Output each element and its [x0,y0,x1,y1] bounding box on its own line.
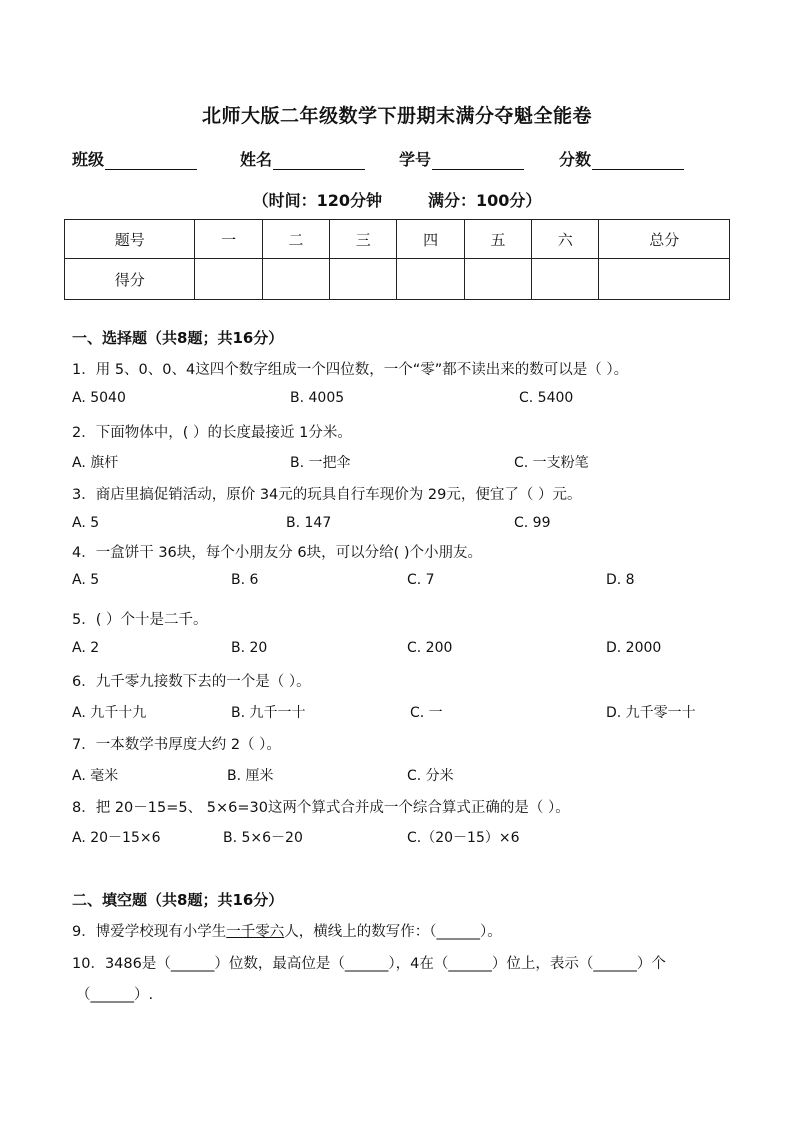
score-blank[interactable] [592,152,684,170]
options-q4 [72,572,752,592]
option-c[interactable]: C. 5400 [519,390,574,406]
header-cell: 五 [464,220,531,259]
score-cell[interactable] [599,259,730,300]
score-cell[interactable] [195,259,262,300]
name-blank[interactable] [273,152,365,170]
option-a[interactable]: A. 毫米 [72,768,119,784]
id-blank[interactable] [432,152,524,170]
class-blank[interactable] [105,152,197,170]
option-b[interactable]: B. 5×6－20 [223,830,303,846]
score-table-header-row [65,220,730,259]
score-table [64,219,730,300]
class-label: 班级 [72,150,105,169]
header-cell: 二 [262,220,329,259]
options-q6 [72,702,752,722]
options-q5 [72,640,752,660]
question-10-line-2: （______）. [76,987,154,1003]
score-cell[interactable] [464,259,531,300]
question-9 [72,920,502,941]
option-c[interactable]: C. 一 [410,705,443,721]
options-q2 [72,452,752,472]
option-c[interactable]: C. 分米 [407,768,454,784]
option-d[interactable]: D. 九千零一十 [606,705,696,721]
header-cell: 一 [195,220,262,259]
option-a[interactable]: A. 2 [72,640,100,656]
header-cell: 四 [397,220,464,259]
time-limit: （时间：120分钟 [252,191,382,210]
section-title: 一、选择题（共8题；共16分） [72,329,284,347]
header-cell: 三 [330,220,397,259]
option-b[interactable]: B. 九千一十 [231,705,306,721]
option-a[interactable]: A. 旗杆 [72,455,119,471]
row-label-cell: 得分 [65,259,195,300]
option-b[interactable]: B. 6 [231,572,259,588]
score-cell[interactable] [330,259,397,300]
question-3: 3．商店里搞促销活动，原价 34元的玩具自行车现价为 29元，便宜了（ ）元。 [72,487,582,503]
options-q3 [72,515,752,535]
option-b[interactable]: B. 一把伞 [290,455,351,471]
section-title: 二、填空题（共8题；共16分） [72,891,284,909]
question-10-line-1: 10．3486是（______）位数，最高位是（______），4在（______）位上，表示（______）个 [72,956,666,972]
option-c[interactable]: C.（20－15）×6 [407,830,520,846]
id-field [399,147,524,170]
question-4: 4．一盒饼干 36块，每个小朋友分 6块，可以分给( )个小朋友。 [72,545,483,561]
question-5: 5．( ）个十是二千。 [72,612,208,628]
q9-suffix: 人，横线上的数写作：（______）。 [284,924,502,940]
option-a[interactable]: A. 20－15×6 [72,830,161,846]
q9-underlined-number: 一千零六 [226,924,285,940]
options-q8 [72,827,752,847]
question-7: 7．一本数学书厚度大约 2（ ）。 [72,737,281,753]
option-b[interactable]: B. 20 [231,640,268,656]
score-field [559,147,684,170]
options-q1 [72,390,752,410]
question-1: 1．用 5、0、0、4这四个数字组成一个四位数，一个“零”都不读出来的数可以是（ ）。 [72,362,629,378]
score-cell[interactable] [262,259,329,300]
class-field [72,147,197,170]
question-2: 2．下面物体中，( ）的长度最接近 1分米。 [72,425,352,441]
option-c[interactable]: C. 200 [407,640,453,656]
page-title: 北师大版二年级数学下册期末满分夺魁全能卷 [201,105,592,127]
score-cell[interactable] [532,259,599,300]
name-label: 姓名 [240,150,273,169]
option-a[interactable]: A. 5 [72,515,100,531]
option-c[interactable]: C. 99 [514,515,551,531]
option-d[interactable]: D. 8 [606,572,635,588]
header-cell: 总分 [599,220,730,259]
options-q7 [72,765,752,785]
name-field [240,147,365,170]
question-8: 8．把 20－15=5、 5×6=30这两个算式合并成一个综合算式正确的是（ ）。 [72,800,570,816]
header-cell: 六 [532,220,599,259]
header-cell: 题号 [65,220,195,259]
option-b[interactable]: B. 厘米 [227,768,274,784]
option-a[interactable]: A. 5 [72,572,100,588]
score-cell[interactable] [397,259,464,300]
score-table-score-row [65,259,730,300]
full-score: 满分：100分） [428,191,542,210]
option-b[interactable]: B. 147 [286,515,332,531]
q9-prefix: 9．博爱学校现有小学生 [72,924,227,940]
option-b[interactable]: B. 4005 [290,390,345,406]
score-label: 分数 [559,150,592,169]
question-6: 6．九千零九接数下去的一个是（ ）。 [72,674,311,690]
exam-meta [0,188,794,211]
id-label: 学号 [399,150,432,169]
option-d[interactable]: D. 2000 [606,640,662,656]
option-a[interactable]: A. 九千十九 [72,705,147,721]
option-a[interactable]: A. 5040 [72,390,126,406]
option-c[interactable]: C. 一支粉笔 [514,455,589,471]
option-c[interactable]: C. 7 [407,572,435,588]
